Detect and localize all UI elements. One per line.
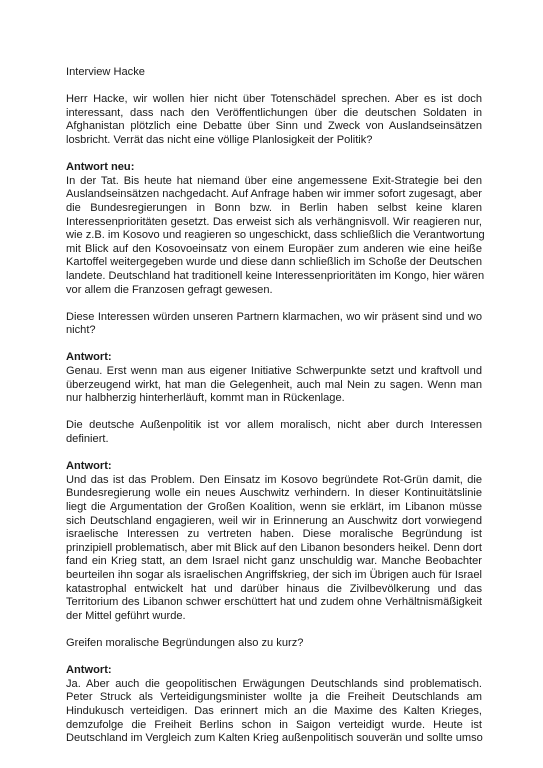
question-paragraph (66, 419, 482, 446)
text-line: Interessenprioritäten gesetzt. Das erweist sich als verhängnisvoll. Wir reagieren nur, (66, 215, 482, 228)
answer-paragraph (66, 351, 482, 405)
text-line: Deutschland im Vergleich zum Kalten Krieg außenpolitisch souverän und sollte umso (66, 732, 483, 745)
text-line: nicht? (66, 324, 96, 337)
text-line: Bundesregierung wolle ein neues Auschwitz verhindern. In dieser Kontinuitätslinie (66, 487, 482, 500)
text-line: demzufolge die Freiheit Berlins schon in Saigon verteidigt wurde. Heute ist (66, 718, 482, 731)
text-line: der Mittel geführt wurde. (66, 609, 186, 622)
text-line: israelische Interessen zu vertreten haben. Diese moralische Begründung ist (66, 528, 482, 541)
text-line: Hindukusch verteidigen. Das erinnert mich an die Maxime des Kalten Krieges, (66, 704, 482, 717)
spacer (66, 623, 482, 637)
spacer (66, 406, 482, 420)
text-line: katastrophal entwickelt hat und darüber hinaus die Zivilbevölkerung und das (66, 582, 482, 595)
text-line: definiert. (66, 433, 109, 446)
question-paragraph (66, 93, 482, 147)
text-line: wie z.B. im Kosovo und reagieren so ungeschickt, dass schließlich die Verantwortung (66, 229, 485, 242)
text-line: Herr Hacke, wir wollen hier nicht über Totenschädel sprechen. Aber es ist doch (66, 93, 482, 106)
text-line: beurteilen ihn sogar als israelischen Angriffskrieg, der sich im Übrigen auch für Israel (66, 568, 482, 581)
answer-label: Antwort: (66, 664, 112, 677)
text-line: sich Deutschland engagieren, weil wir in Erinnerung an Auschwitz dort vorwiegend (66, 514, 482, 527)
text-line: Ja. Aber auch die geopolitischen Erwägungen Deutschlands sind problematisch. (66, 677, 482, 690)
text-line: interessant, dass nach den Veröffentlichungen über die deutschen Soldaten in (66, 106, 482, 119)
text-line: Die deutsche Außenpolitik ist vor allem moralisch, nicht aber durch Interessen (66, 419, 482, 432)
text-line: Diese Interessen würden unseren Partnern klarmachen, wo wir präsent sind und wo (66, 310, 482, 323)
document-title: Interview Hacke (66, 66, 145, 78)
answer-label: Antwort neu: (66, 161, 135, 174)
answer-label: Antwort: (66, 460, 112, 473)
text-line: nur halbherzig hinterherläuft, kommt man in Rückenlage. (66, 392, 345, 405)
text-line: Greifen moralische Begründungen also zu kurz? (66, 636, 304, 649)
text-line: Peter Struck als Verteidigungsminister wollte ja die Freiheit Deutschlands am (66, 691, 482, 704)
text-line: losbricht. Verrät das nicht eine völlige Planlosigkeit der Politik? (66, 133, 373, 146)
text-line: Afghanistan plötzlich eine Debatte über Sinn und Zweck von Auslandseinsätzen (66, 120, 482, 133)
spacer (66, 447, 482, 461)
answer-label: Antwort: (66, 351, 112, 364)
spacer (66, 297, 482, 311)
question-paragraph (66, 311, 482, 338)
answer-paragraph (66, 460, 482, 623)
question-paragraph (66, 637, 482, 651)
text-line: prinzipiell problematisch, aber mit Blick auf den Libanon besonders heikel. Denn dort (66, 541, 482, 554)
text-line: Territorium des Libanon schwer erschüttert hat und zudem ohne Verhältnismäßigkeit (66, 596, 482, 609)
text-line: fand ein Krieg statt, an dem Israel nicht ganz unschuldig war. Manche Beobachter (66, 555, 482, 568)
spacer (66, 338, 482, 352)
text-line: Kartoffel weitergegeben wurde und diese dann schließlich im Schoße der Deutschen (66, 256, 482, 269)
document-body (66, 66, 485, 746)
answer-paragraph (66, 664, 482, 746)
text-line: die Bundesregierungen in Bonn bzw. in Berlin haben selbst keine klaren (66, 201, 482, 214)
spacer (66, 80, 482, 94)
text-line: vor allem die Franzosen gefragt gewesen. (66, 283, 273, 296)
text-line: liegt die Argumentation der Großen Koalition, wenn sie erklärt, im Libanon müsse (66, 501, 482, 513)
text-line: Und das ist das Problem. Den Einsatz im Kosovo begründete Rot-Grün damit, die (66, 473, 482, 486)
text-line: Genau. Erst wenn man aus eigener Initiative Schwerpunkte setzt und kraftvoll und (66, 365, 482, 378)
text-line: landete. Deutschland hat traditionell keine Interessenprioritäten im Kongo, hier wären (66, 269, 485, 282)
spacer (66, 651, 482, 665)
text-line: mit Blick auf den Kosovoeinsatz von einem Europäer zum anderen wie eine heiße (66, 242, 482, 255)
spacer (66, 148, 482, 162)
text-line: In der Tat. Bis heute hat niemand über eine angemessene Exit-Strategie bei den (66, 174, 482, 187)
text-line: Auslandseinsätzen nachgedacht. Auf Anfrage haben wir immer sofort zugesagt, aber (66, 188, 482, 201)
text-line: überzeugend wirkt, hat man die Gelegenheit, auch mal Nein zu sagen. Wenn man (66, 378, 482, 391)
answer-paragraph (66, 161, 485, 297)
